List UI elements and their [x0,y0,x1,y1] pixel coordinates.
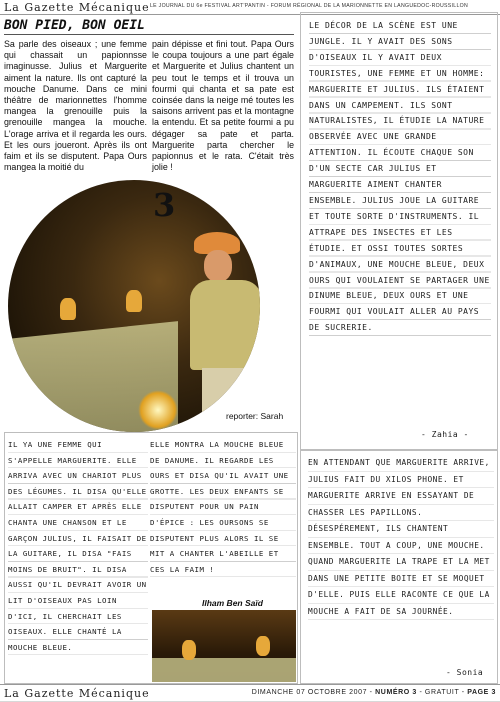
bottom-left-text: IL YA UNE FEMME QUI S'APPELLE MARGUERITE. ELLE ARRIVA AVEC UN CHARIOT PLUS DES LÉGUMES. IL DISA QU'ELLE ALLAIT CAMPER ET APRÈS ELLE CHANTA UNE CHANSON ET LE GARÇON JULIUS, IL FAISAIT DE LA GUITARE, IL DISA "FAIS MOINS DE BRUIT". IL DISA AUSSI QU'IL DEVRAIT AVOIR UN LIT D'OISEAUX PAS LOIN D'ICI, IL CHERCHAIT LES OISEAUX. ELLE CHANTÉ LA MOUCHE BLEUE. [8,437,148,655]
footer-date: DIMANCHE 07 OCTOBRE 2007 [251,689,368,696]
bottom-photo-caption: Ilham Ben Saïd [202,598,263,608]
bottom-middle-text: ELLE MONTRA LA MOUCHE BLEUE DE DANUME. IL REGARDE LES OURS ET DISA QU'IL AVAIT UNE GROTTE. LES DEUX ENFANTS SE DISPUTENT POUR UN PAIN D'ÉPICE : LES OURSONS SE DISPUTENT PLUS ALORS IL SE MIT A CHANTER L'ABEILLE ET CES LA FAIM ! [150,437,296,577]
photo-puppet-left [60,298,76,320]
photo-lamp [138,390,178,430]
article-kicker: BON PIED, BON OEIL [4,18,145,33]
bottom-right-text: EN ATTENDANT QUE MARGUERITE ARRIVE, JULIUS FAIT DU XILOS PHONE. ET MARGUERITE ARRIVE EN ESSAYANT DE CHASSER LES PAPILLONS. DÉSESPÉREMENT, ILS CHANTENT ENSEMBLE. TOUT A COUP, UNE MOUCHE. QUAND MARGUERITE LA TRAPE ET LA MET DANS UNE PETITE BOITE ET SE MOQUET D'ELLE. PUIS ELLE RACONTE CE QUE LA MOUCHE A FAIT DE SA JOURNÉE. [308,455,494,620]
bottom-photo-stage [152,658,296,682]
kicker-divider [4,34,294,35]
photo-caption: reporter: Sarah [226,411,284,421]
masthead-title: La Gazette Mécanique [4,1,150,14]
bottom-right-signature: - Sonia [446,668,484,677]
right-box-signature: - Zahia - [421,430,469,439]
stage-photo [8,180,260,432]
bottom-photo-puppet-right [256,636,270,656]
right-box-text: LE DÉCOR DE LA SCÈNE EST UNE JUNGLE. IL Y AVAIT DES SONS D'OISEAUX IL Y AVAIT DEUX TOURISTES, UNE FEMME ET UN HOMME: MARGUERITE ET JULIUS. ILS ÉTAIENT DANS UN CAMPEMENT. ILS SONT NATURALISTES, IL ÉTUDIE LA NATURE OBSERVÉE AVEC UNE GRANDE ATTENTION. IL ÉCOUTE CHAQUE SON D'UN SECTE CAR JULIUS ET MARGUERITE AIMENT CHANTER ENSEMBLE. JULIUS JOUE LA GUITARE ET TOUTE SORTE D'INSTRUMENTS. IL ATTRAPE DES INSECTES ET LES ÉTUDIE. ET OSSI TOUTES SORTES D'ANIMAUX, UNE MOUCHE BLEUE, DEUX OURS QUI VOULAIENT SE PARTAGER UNE DINUME BLEUE, DEUX OURS ET UNE FOURMI QUI VOULAIT ALLER AU PAYS DE SUCRERIE. [309,18,491,336]
right-handwritten-box [303,14,496,446]
article-column-middle: pain dépisse et fini tout. Papa Ours le coupa toujours a une part égale et Marguerite et Julius chantent un peu tout le temps et il trouva un fourmi qui chanta et sa pate est coinsée dans la neige mé toutes les saisons arrivent pas et la montagne la entendu. Et sa petite fourmi a pu dégager sa pate et parta. Marguerite parta chercher le papionnus et le rata. C'était très jolie ! [152,39,294,173]
bottom-stage-photo [152,610,296,682]
bottom-photo-puppet-left [182,640,196,660]
photo-puppeteer [188,220,260,420]
footer [0,684,500,702]
footer-price: GRATUIT [424,689,460,696]
photo-shirt [190,280,260,370]
photo-number: 3 [153,186,176,224]
photo-head [204,250,232,282]
footer-info: DIMANCHE 07 OCTOBRE 2007 - NUMÉRO 3 - GRATUIT - PAGE 3 [251,689,496,696]
footer-page-number: PAGE 3 [467,689,496,696]
article-column-left: Sa parle des oiseaux ; une femme qui chassait un papionnsse imaginusse. Julius et Marguerite aiment la nature. Ils ont capturé la mouche Danume. Dans ce mini théâtre de marionnettes l'homme mangea la grenouille puis la grenouille mangea la mouche. L'orage arriva et il regarda les ours. Et les ours joueront. Après ils ont faim et ils se disputent. Papa Ours mangea la moitié du [4,39,147,173]
footer-issue-number: NUMÉRO 3 [375,689,417,696]
masthead-subtitle: LE JOURNAL DU 6e FESTIVAL ART'PANTIN - FORUM RÉGIONAL DE LA MARIONNETTE EN LANGUEDOC-ROUSSILLON [150,3,469,9]
footer-title: La Gazette Mécanique [4,687,150,700]
photo-puppet-right [126,290,142,312]
